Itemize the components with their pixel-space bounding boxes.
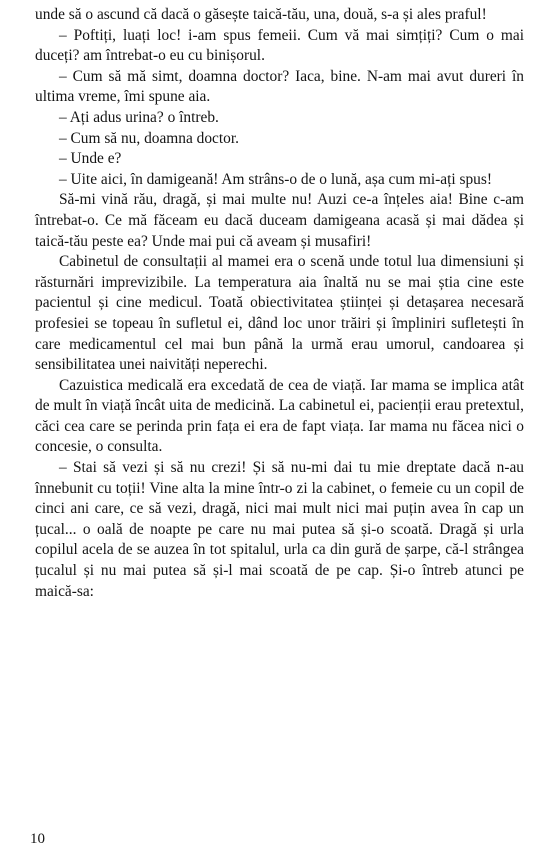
paragraph: Cabinetul de consultații al mamei era o scenă unde totul lua dimensiuni și răsturnări imprevizibile. La temperatura aia înaltă nu se mai știa cine este pacientul și cine medicul. Toată obiectivitatea științei și detașarea necesară profesiei se topeau în sufletul ei, dând loc unor trăiri și împliniri sufletești în care medicamentul cel mai bun până la urmă erau umorul, candoarea și sensibilitatea unei naivități neperechi.	[35, 253, 524, 374]
page-text	[35, 5, 524, 602]
paragraph: – Ați adus urina? o întreb.	[59, 108, 219, 126]
paragraph: unde să o ascund că dacă o găsește taică-tău, una, două, s-a și ales praful!	[35, 6, 487, 23]
page-number: 10	[30, 831, 45, 847]
paragraph: – Stai să vezi și să nu crezi! Și să nu-mi dai tu mie dreptate dacă n-au înnebunit cu toții! Vine alta la mine într-o zi la cabinet, o femeie cu un copil de cinci ani care, ce să vezi, dragă, nici mai mult nici mai puțin avea în cap un țucal... o oală de noapte pe care nu mai putea să și-o scoată. Dragă și urla copilul acela de se auzea în tot spitalul, urla ca din gură de șarpe, că-l strângea țucalul și nu mai putea să și-l mai scoată de pe cap. Și-o întreb atunci pe maică-sa:	[35, 459, 524, 600]
paragraph: – Cum să nu, doamna doctor.	[59, 129, 239, 147]
paragraph: – Cum să mă simt, doamna doctor? Iaca, bine. N-am mai avut dureri în ultima vreme, îmi spune aia.	[35, 67, 524, 106]
paragraph: – Poftiți, luați loc! i-am spus femeii. Cum vă mai simțiți? Cum o mai duceți? am întrebat-o eu cu binișorul.	[35, 26, 524, 65]
paragraph: Să-mi vină rău, dragă, și mai multe nu! Auzi ce-a înțeles aia! Bine c-am întrebat-o. Ce mă făceam eu dacă duceam damigeana acasă și mai dădea și taică-tău peste ea? Unde mai pui că aveam și musafiri!	[35, 191, 524, 250]
paragraph: – Unde e?	[59, 150, 122, 168]
paragraph: Cazuistica medicală era excedată de cea de viață. Iar mama se implica atât de mult în viață încât uita de medicină. La cabinetul ei, pacienții erau pretextul, căci cea care se perinda prin fața ei era de fapt viața. Iar mama nu făcea nici o concesie, o consulta.	[35, 376, 524, 456]
paragraph: – Uite aici, în damigeană! Am strâns-o de o lună, așa cum mi-ați spus!	[59, 170, 492, 188]
